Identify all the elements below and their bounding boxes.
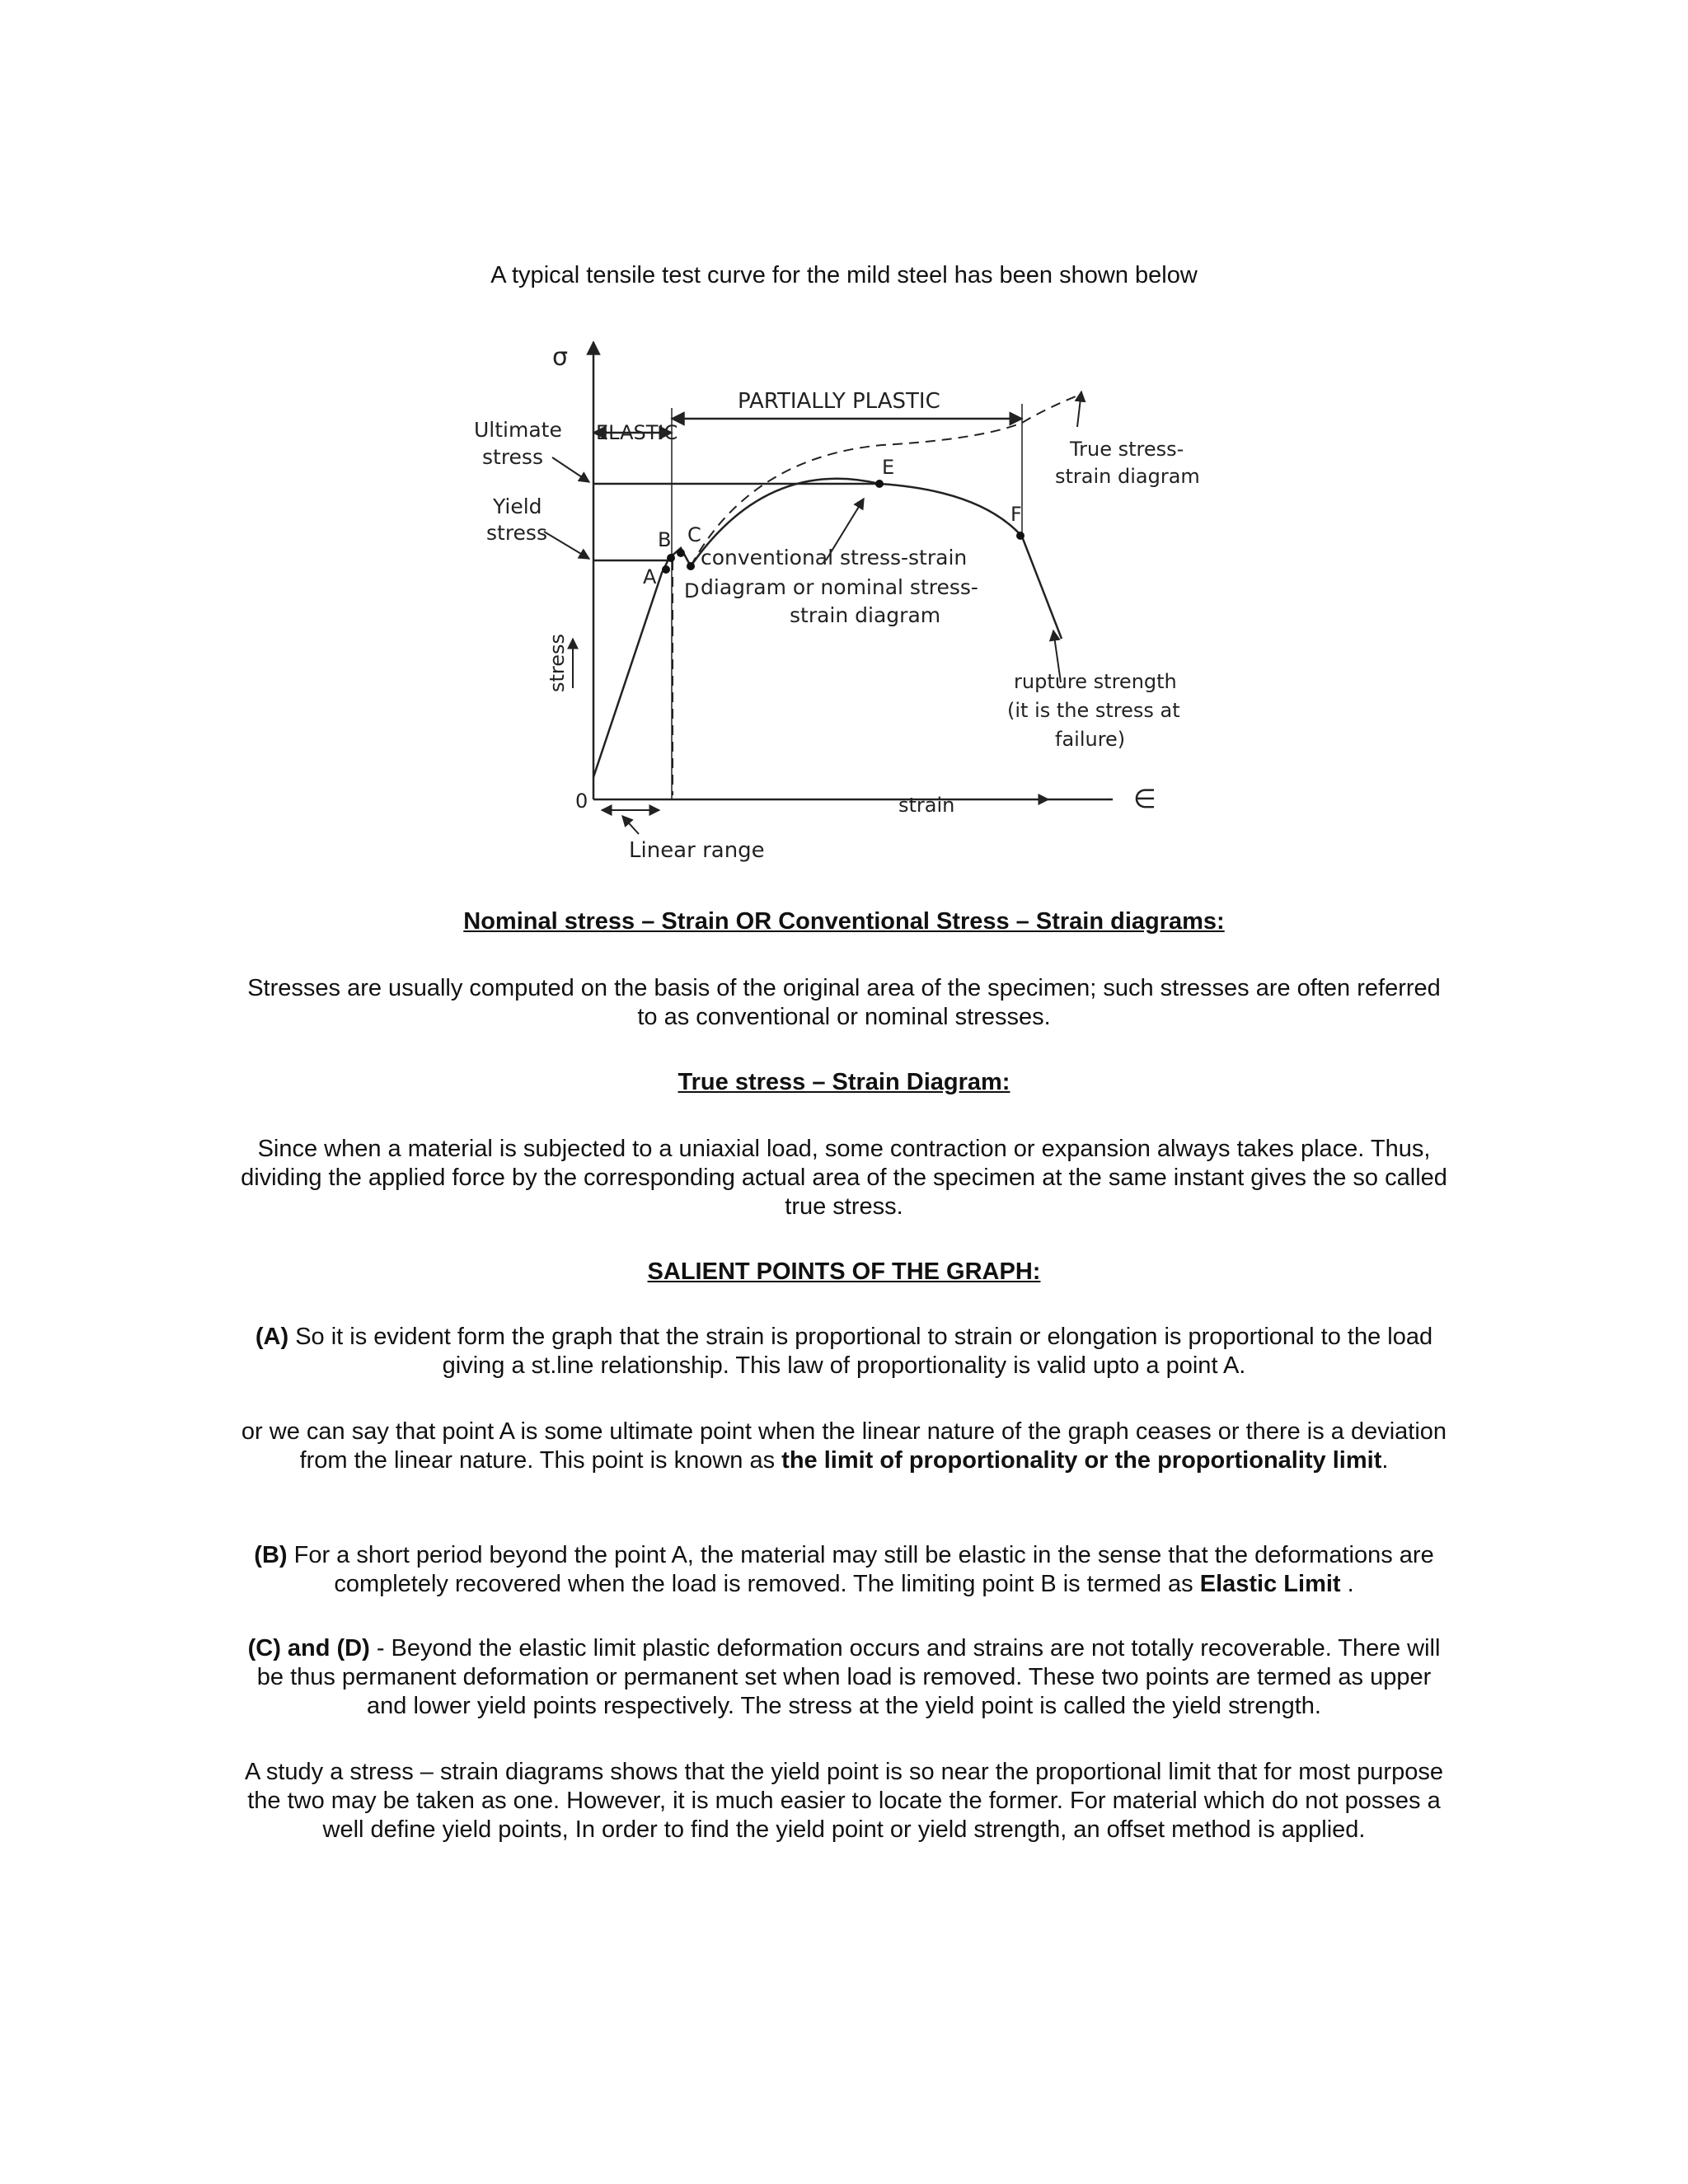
point-d	[687, 562, 695, 570]
partially-plastic-label: PARTIALLY PLASTIC	[738, 389, 940, 414]
svg-text:F: F	[1010, 503, 1022, 526]
svg-text:stress: stress	[486, 521, 547, 545]
svg-text:strain diagram: strain diagram	[1055, 465, 1200, 488]
svg-text:True stress-: True stress-	[1070, 438, 1184, 461]
epsilon-label: ∈	[1133, 783, 1156, 814]
study-paragraph: A study a stress – strain diagrams shows that the yield point is so near the proportional limit that for most purpose the two may be taken as one. However, it is much easier to locate the former. For material which do not posses a well define yield points, In order to find the yield point or yield strength, an offset method is applied.	[245, 1759, 1443, 1843]
point-a	[662, 565, 670, 574]
conventional-curve	[593, 479, 1062, 777]
point-cd-paragraph: (C) and (D) - Beyond the elastic limit plastic deformation occurs and strains are not totally recoverable. There will be thus permanent deformation or permanent set when load is removed. These two points are termed as upper and lower yield points respectively. The stress at the yield point is called the yield strength.	[247, 1635, 1441, 1719]
point-b	[667, 554, 675, 562]
strain-axis-label: strain	[898, 794, 955, 817]
point-a-paragraph: (A) So it is evident form the graph that the strain is proportional to strain or elongation is proportional to the load giving a st.line relationship. This law of proportionality is valid upto a point A.	[255, 1324, 1433, 1379]
point-b-paragraph: (B) For a short period beyond the point A, the material may still be elastic in the sense that the deformations are completely recovered when the load is removed. The limiting point B is termed as Elastic Limit .	[254, 1542, 1434, 1597]
salient-heading: SALIENT POINTS OF THE GRAPH:	[647, 1258, 1041, 1285]
true-text: Since when a material is subjected to a uniaxial load, some contraction or expansion always takes place. Thus, dividing the applied force by the corresponding actual area of the specimen at the same instant gives the so called true stress.	[241, 1136, 1447, 1220]
true-heading: True stress – Strain Diagram:	[678, 1069, 1010, 1095]
svg-text:(it is the stress at: (it is the stress at	[1007, 699, 1180, 722]
svg-text:failure): failure)	[1055, 728, 1126, 751]
svg-text:D: D	[684, 579, 700, 602]
svg-text:A: A	[643, 565, 657, 588]
svg-text:stress: stress	[482, 445, 543, 469]
svg-text:strain diagram: strain diagram	[790, 603, 941, 627]
point-c	[677, 549, 685, 557]
point-f	[1016, 532, 1025, 540]
svg-text:B: B	[658, 528, 672, 551]
sigma-label: σ	[552, 343, 569, 372]
svg-text:Ultimate: Ultimate	[474, 418, 562, 442]
intro-text: A typical tensile test curve for the mild steel has been shown below	[490, 262, 1198, 288]
svg-text:conventional stress-strain: conventional stress-strain	[701, 546, 968, 569]
nominal-heading: Nominal stress – Strain OR Conventional Stress – Strain diagrams:	[463, 908, 1225, 935]
stress-strain-svg	[453, 326, 1236, 886]
origin-label: 0	[575, 790, 588, 813]
linear-range-label: Linear range	[629, 838, 765, 863]
svg-text:diagram or nominal stress-: diagram or nominal stress-	[701, 575, 978, 599]
nominal-text: Stresses are usually computed on the basis of the original area of the specimen; such stresses are often referred to as conventional or nominal stresses.	[247, 975, 1441, 1030]
elastic-label: ELASTIC	[596, 421, 678, 444]
point-e	[875, 480, 884, 488]
svg-text:Yield: Yield	[493, 494, 542, 518]
stress-axis-label: stress	[546, 633, 569, 692]
tensile-test-diagram	[453, 326, 1236, 886]
svg-text:E: E	[882, 456, 895, 479]
svg-text:C: C	[687, 523, 701, 546]
true-curve	[691, 395, 1080, 566]
proportionality-paragraph: or we can say that point A is some ultimate point when the linear nature of the graph ceases or there is a deviation from the linear nature. This point is known as the limit of proportionality or the proportionality limit.	[241, 1418, 1447, 1474]
svg-text:rupture strength: rupture strength	[1014, 670, 1177, 693]
